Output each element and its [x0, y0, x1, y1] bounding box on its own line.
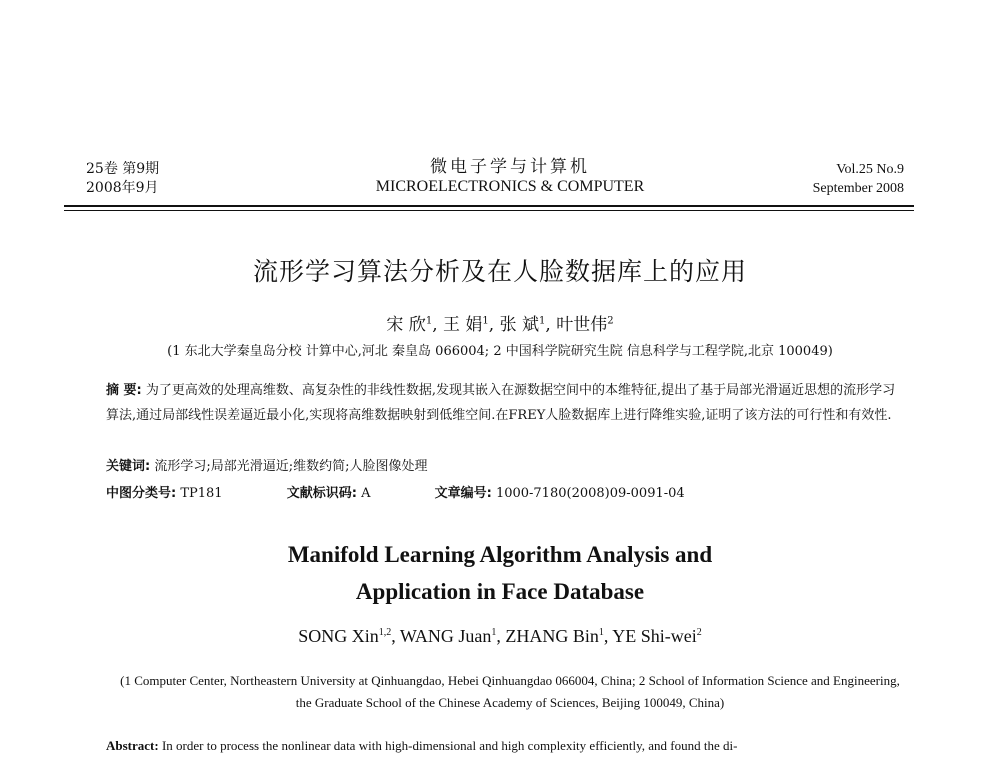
journal-name-en: MICROELECTRONICS & COMPUTER	[375, 178, 645, 195]
author-en-4: YE Shi-wei$^2$	[612, 626, 702, 646]
author-cn-1: 宋 欣$^1$,	[386, 315, 438, 335]
abstract-cn-label: 摘 要:	[106, 383, 142, 398]
author-en-3: ZHANG Bin$^1$,	[505, 626, 613, 646]
clc-number: 中图分类号: TP181	[106, 486, 223, 501]
journal-issue-en	[813, 160, 904, 198]
abstract-en-label: Abstract:	[106, 738, 159, 753]
volume-en: Vol.25 No.9	[836, 162, 904, 177]
abstract-cn-text: 为了更高效的处理高维数、高复杂性的非线性数据,发现其嵌入在源数据空间中的本维特征,提出了基于局部光滑逼近思想的流形学习算法,通过局部线性误差逼近最小化,实现将高维数据映射到低维空间.在FREY人脸数据库上进行降维实验,证明了该方法的可行性和有效性.	[106, 383, 896, 423]
paper-title-en	[0, 536, 1000, 610]
volume-cn: 25卷 第9期	[86, 161, 160, 177]
author-cn-4: 叶世伟$^2$	[556, 315, 614, 335]
article-number: 文章编号: 1000-7180(2008)09-0091-04	[434, 486, 685, 501]
author-en-2: WANG Juan$^1$,	[399, 626, 506, 646]
keywords-cn	[106, 455, 896, 474]
header-rule-thick	[64, 205, 914, 207]
abstract-cn	[106, 378, 896, 428]
paper-title-en-line2: Application in Face Database	[355, 579, 645, 604]
abstract-en-text: In order to process the nonlinear data with high-dimensional and high complexity efficiently, and found the di-	[161, 738, 738, 753]
abstract-en	[106, 738, 906, 754]
authors-en	[0, 626, 1000, 647]
journal-name-cn: 微电子学与计算机	[430, 157, 590, 177]
journal-issue-cn	[86, 160, 159, 198]
header-rule-thin	[64, 210, 914, 211]
affiliation-cn: (1 东北大学秦皇岛分校 计算中心,河北 秦皇岛 066004; 2 中国科学院研究生院 信息科学与工程学院,北京 100049)	[167, 344, 833, 359]
classification-row	[106, 482, 745, 501]
document-code: 文献标识码: A	[286, 486, 371, 501]
date-en: September 2008	[812, 181, 904, 196]
affiliation-en: (1 Computer Center, Northeastern University at Qinhuangdao, Hebei Qinhuangdao 066004, China; 2 School of Information Science and Engineering, the Graduate School of the Chinese Academy of Sciences, Beijing 100049, China)	[120, 673, 900, 710]
keywords-cn-text: 流形学习;局部光滑逼近;维数约简;人脸图像处理	[154, 459, 428, 474]
keywords-cn-label: 关键词:	[106, 459, 151, 474]
authors-cn	[0, 310, 1000, 335]
paper-title-cn: 流形学习算法分析及在人脸数据库上的应用	[252, 257, 747, 286]
author-en-1: SONG Xin$^{1,2}$,	[298, 626, 400, 646]
paper-title-en-line1: Manifold Learning Algorithm Analysis and	[287, 542, 713, 567]
author-cn-3: 张 斌$^1$,	[499, 315, 551, 335]
author-cn-2: 王 娟$^1$,	[443, 315, 495, 335]
date-cn: 2008年9月	[86, 180, 159, 196]
journal-name	[300, 158, 720, 196]
